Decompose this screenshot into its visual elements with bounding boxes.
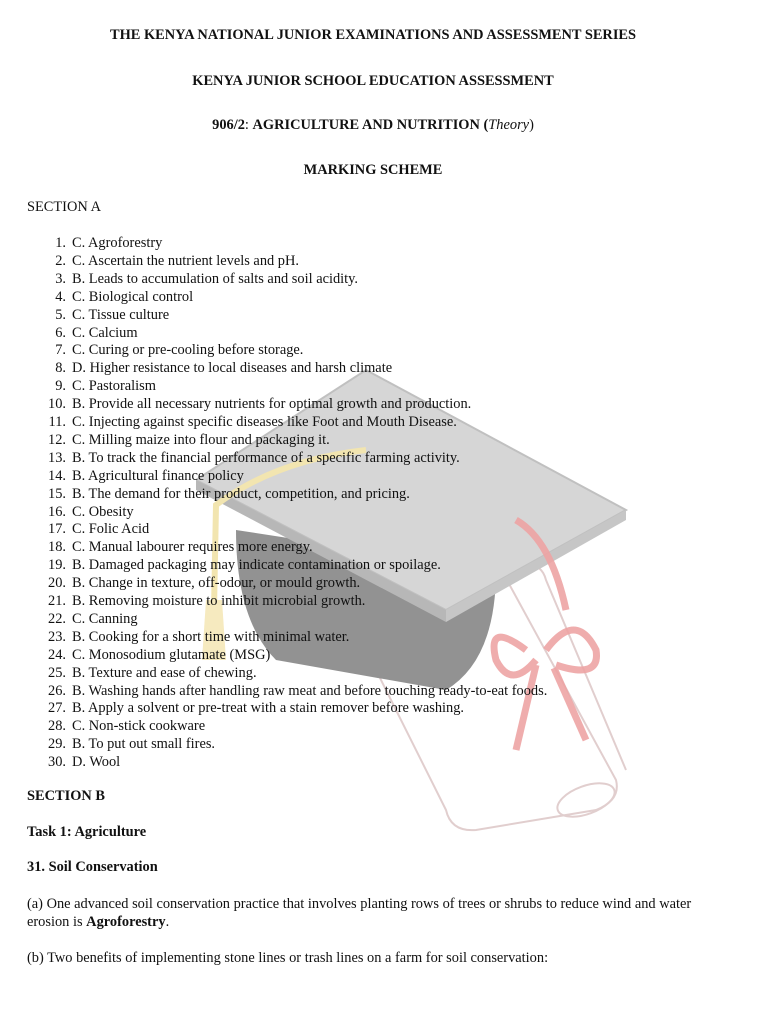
answer-text: B. Texture and ease of chewing. — [72, 664, 257, 681]
answer-number: 15. — [48, 485, 66, 502]
answer-number: 27. — [48, 700, 66, 717]
answer-number: 18. — [48, 539, 66, 556]
answer-number: 14. — [48, 467, 66, 484]
answer-text: C. Non-stick cookware — [72, 718, 206, 735]
assessment-title: KENYA JUNIOR SCHOOL EDUCATION ASSESSMENT — [192, 73, 554, 89]
task-1-heading: Task 1: Agriculture — [27, 824, 147, 840]
section-a-heading: SECTION A — [27, 199, 101, 215]
answer-number: 20. — [48, 575, 66, 592]
answer-text: C. Folic Acid — [72, 521, 150, 538]
answer-number: 10. — [48, 396, 66, 413]
answer-text: B. Apply a solvent or pre-treat with a stain remover before washing. — [72, 700, 465, 717]
answer-text: C. Obesity — [72, 503, 134, 520]
answer-number: 21. — [48, 593, 66, 609]
answer-text: B. Provide all necessary nutrients for optimal growth and production. — [72, 396, 472, 413]
answer-text: B. Leads to accumulation of salts and soil acidity. — [72, 270, 359, 287]
answer-text: C. Canning — [72, 610, 138, 627]
section-b-heading: SECTION B — [27, 788, 105, 804]
paper-separator: : — [244, 117, 253, 133]
answer-text: B. Agricultural finance policy — [72, 467, 244, 484]
answer-number: 19. — [48, 557, 66, 574]
answer-number: 26. — [48, 682, 66, 699]
answer-number: 9. — [55, 378, 66, 395]
answer-number: 12. — [48, 431, 66, 448]
paper-subject: AGRICULTURE AND NUTRITION ( — [252, 117, 489, 133]
answer-number: 30. — [48, 754, 66, 771]
answer-text: C. Ascertain the nutrient levels and pH. — [72, 252, 299, 269]
answer-number: 17. — [48, 521, 66, 538]
answer-number: 7. — [55, 342, 66, 359]
answer-number: 6. — [55, 324, 66, 341]
part-a-end: . — [165, 914, 170, 930]
answer-number: 5. — [55, 306, 66, 323]
paper-type: Theory — [488, 117, 530, 133]
answer-number: 4. — [55, 288, 66, 305]
paper-close: ) — [529, 117, 534, 133]
question-31b-text: (b) Two benefits of implementing stone lines or trash lines on a farm for soil conservation: — [27, 950, 549, 966]
answer-text: C. Agroforestry — [72, 235, 163, 251]
answer-number: 25. — [48, 664, 66, 681]
answer-number: 16. — [48, 503, 66, 520]
answer-text: B. Change in texture, off-odour, or mould growth. — [72, 575, 361, 592]
question-31a-text — [27, 895, 707, 931]
answer-text: B. Cooking for a short time with minimal water. — [72, 628, 350, 645]
answer-text: C. Milling maize into flour and packaging it. — [72, 431, 330, 448]
part-a-answer: Agroforestry — [86, 914, 166, 930]
series-title: THE KENYA NATIONAL JUNIOR EXAMINATIONS AND ASSESSMENT SERIES — [109, 27, 637, 43]
paper-code: 906/2 — [212, 117, 245, 133]
answer-number: 23. — [48, 628, 66, 645]
question-31-heading: 31. Soil Conservation — [27, 859, 158, 875]
answer-text: C. Calcium — [72, 324, 138, 341]
scheme-title: MARKING SCHEME — [303, 162, 443, 178]
answer-number: 24. — [48, 646, 66, 663]
answer-number: 3. — [55, 270, 66, 287]
part-a-text: (a) One advanced soil conservation practice that involves planting rows of trees or shrubs to reduce wind and water erosion is — [27, 896, 692, 930]
answer-number: 2. — [55, 252, 66, 269]
answer-text: D. Higher resistance to local diseases and harsh climate — [72, 360, 393, 377]
answer-number: 22. — [48, 610, 66, 627]
answer-text: C. Injecting against specific diseases like Foot and Mouth Disease. — [72, 414, 457, 430]
answer-number: 29. — [48, 736, 66, 753]
answer-number: 13. — [48, 449, 66, 466]
answer-text: B. Damaged packaging may indicate contamination or spoilage. — [72, 557, 441, 574]
answer-text: B. The demand for their product, competition, and pricing. — [72, 485, 410, 502]
answer-text: C. Curing or pre-cooling before storage. — [72, 342, 304, 359]
answer-text: C. Pastoralism — [72, 378, 156, 395]
answer-text: B. Removing moisture to inhibit microbial growth. — [72, 593, 366, 609]
paper-title — [0, 117, 746, 134]
answer-text: C. Manual labourer requires more energy. — [72, 539, 313, 556]
answer-number: 8. — [55, 360, 66, 377]
answer-text: B. To track the financial performance of a specific farming activity. — [72, 449, 460, 466]
answer-number: 11. — [48, 414, 66, 430]
answer-number: 1. — [55, 235, 66, 251]
answer-text: C. Monosodium glutamate (MSG) — [72, 646, 271, 663]
answer-text: B. Washing hands after handling raw meat and before touching ready-to-eat foods. — [72, 682, 548, 699]
answer-text: D. Wool — [72, 754, 121, 771]
answer-text: C. Tissue culture — [72, 306, 170, 323]
answer-number: 28. — [48, 718, 66, 735]
answer-text: C. Biological control — [72, 288, 194, 305]
answer-text: B. To put out small fires. — [72, 736, 216, 753]
